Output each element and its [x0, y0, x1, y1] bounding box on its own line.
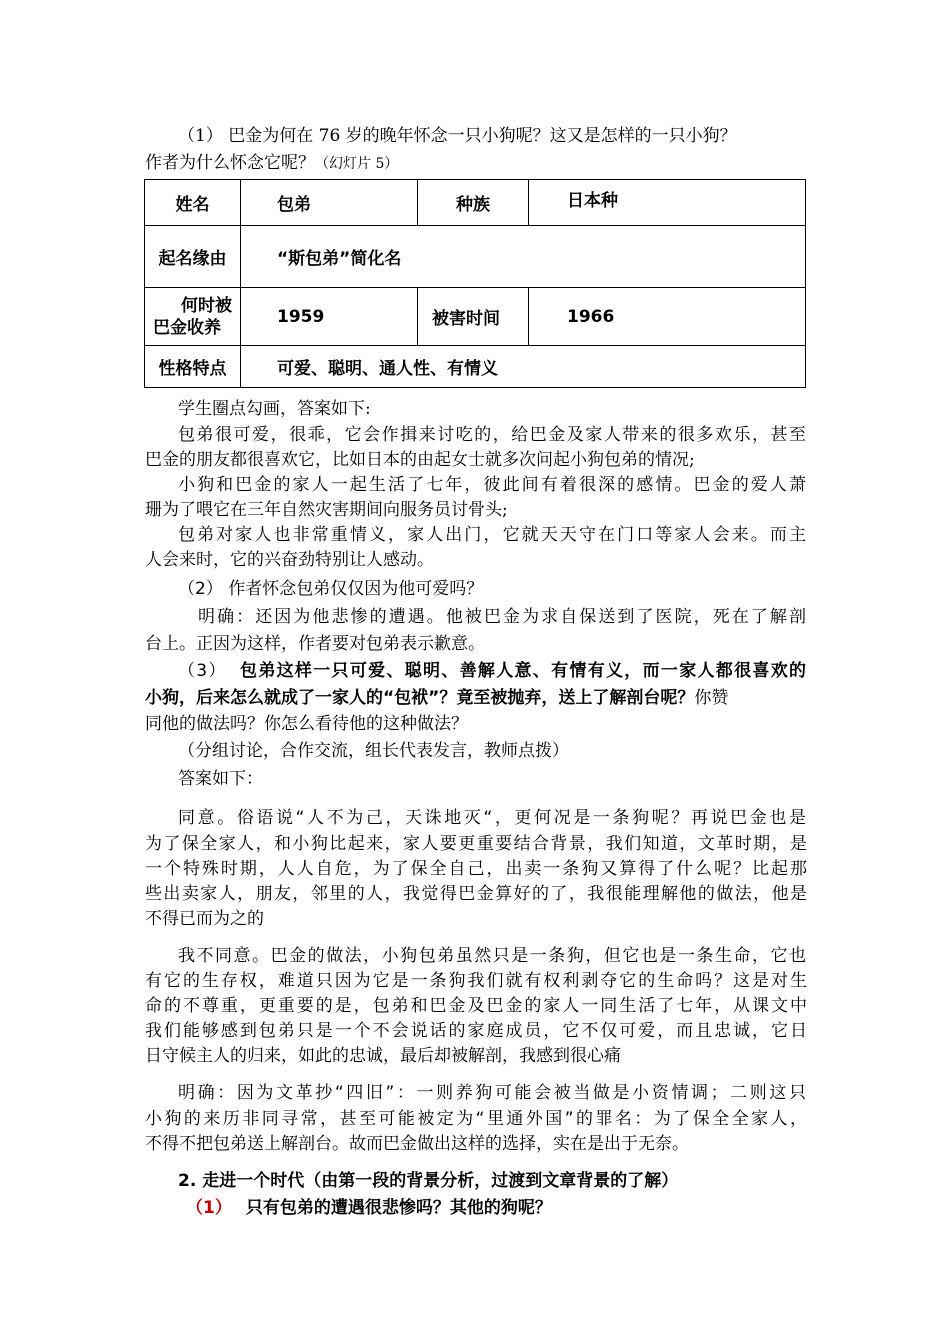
trait-label: 性格特点: [145, 346, 241, 388]
q3-discuss-note: （分组讨论，合作交流，组长代表发言，教师点拨）: [178, 741, 569, 761]
q2-answer-line1: 明确：还因为他悲惨的遭遇。他被巴金为求自保送到了医院，死在了解剖: [198, 607, 806, 627]
agree-line3: 一个特殊时期，人人自危，为了保全自己，出卖一条狗又算得了什么呢？比起那: [145, 859, 807, 879]
q2-question: （2） 作者怀念包弟仅仅因为他可爱吗？: [178, 579, 484, 599]
q3-answer-intro: 答案如下：: [178, 769, 263, 789]
section2-sub-text: 只有包弟的遭遇很悲惨吗？其他的狗呢？: [245, 1198, 552, 1218]
q1-question-text: 作者为什么怀念它呢？: [145, 153, 315, 173]
table-row: [145, 346, 806, 388]
trait-value: 可爱、聪明、通人性、有情义: [241, 346, 806, 388]
adopt-label-line1: 何时被: [181, 295, 232, 316]
q3-line2: [145, 686, 807, 710]
name-value: 包弟: [241, 180, 418, 226]
agree-line4: 些出卖家人，朋友，邻里的人，我觉得巴金算好的了，我很能理解他的做法，他是: [145, 884, 807, 904]
killed-label: 被害时间: [418, 288, 529, 346]
breed-label: 种族: [418, 180, 529, 226]
agree-line1: 同意。俗语说“人不为己，天诛地灭“，更何况是一条狗呢？再说巴金也是: [178, 808, 806, 828]
disagree-line5: 日守候主人的归来，如此的忠诚，最后却被解剖，我感到很心痛: [145, 1046, 621, 1066]
origin-value: “斯包弟”简化名: [241, 226, 806, 288]
disagree-line3: 命的不尊重，更重要的是，包弟和巴金及巴金的家人一同生活了七年，从课文中: [145, 996, 807, 1016]
q3-normal-line2: 你赞: [694, 688, 729, 708]
adopt-value: 1959: [241, 288, 418, 346]
disagree-line2: 有它的生存权，难道只因为它是一条狗我们就有权利剥夺它的生命吗？这是对生: [145, 971, 807, 991]
q3-number: （3）: [178, 661, 227, 681]
answer1-p1-line1: 包弟很可爱，很乖，它会作揖来讨吃的，给巴金及家人带来的很多欢乐，甚至: [178, 425, 806, 445]
answer1-p1-line2: 巴金的朋友都很喜欢它，比如日本的由起女士就多次问起小狗包弟的情况;: [145, 450, 695, 470]
clarify-line3: 不得不把包弟送上解剖台。故而巴金做出这样的选择，实在是出于无奈。: [145, 1134, 689, 1154]
answer1-p2-line1: 小狗和巴金的家人一起生活了七年，彼此间有着很深的感情。巴金的爱人萧: [178, 475, 806, 495]
slide-reference: （幻灯片 5）: [315, 156, 399, 172]
section2-sub-number: （1）: [186, 1198, 232, 1218]
q3-line1: [178, 659, 806, 683]
section2-heading: 2. 走进一个时代（由第一段的背景分析，过渡到文章背景的了解）: [178, 1171, 679, 1191]
q2-answer-line2: 台上。正因为这样，作者要对包弟表示歉意。: [145, 634, 485, 654]
killed-value: 1966: [529, 288, 806, 346]
q3-line3: 同他的做法吗？你怎么看待他的这种做法？: [145, 714, 468, 734]
answer1-intro: 学生圈点勾画，答案如下:: [178, 399, 371, 419]
dog-info-table: [144, 179, 806, 388]
adopt-label-line2: 巴金收养: [153, 317, 221, 338]
agree-line2: 为了保全家人，和小狗比起来，家人要更重要结合背景，我们知道，文革时期，是: [145, 834, 807, 854]
name-label: 姓名: [145, 180, 241, 226]
q3-bold-line2: 小狗，后来怎么就成了一家人的“包袱”？竟至被抛弃，送上了解剖台呢？: [145, 688, 695, 708]
q1-line1: （1） 巴金为何在 76 岁的晚年怀念一只小狗呢？这又是怎样的一只小狗？: [178, 126, 737, 146]
origin-label: 起名缘由: [145, 226, 241, 288]
q3-bold-line1: 包弟这样一只可爱、聪明、善解人意、有情有义，而一家人都很喜欢的: [238, 661, 806, 681]
clarify-line1: 明确：因为文革抄“四旧”：一则养狗可能会被当做是小资情调；二则这只: [178, 1083, 806, 1103]
disagree-line4: 我们能够感到包弟只是一个不会说话的家庭成员，它不仅可爱，而且忠诚，它日: [145, 1021, 807, 1041]
q1-line2: [145, 151, 807, 176]
disagree-line1: 我不同意。巴金的做法，小狗包弟虽然只是一条狗，但它也是一条生命，它也: [178, 946, 806, 966]
agree-line5: 不得已而为之的: [145, 909, 264, 929]
table-row: [145, 226, 806, 288]
breed-value: 日本种: [529, 180, 806, 226]
adopt-label: [145, 288, 241, 346]
answer1-p2-line2: 珊为了喂它在三年自然灾害期间向服务员讨骨头;: [145, 500, 508, 520]
section2-sub-question: [186, 1196, 848, 1220]
clarify-line2: 小狗的来历非同寻常，甚至可能被定为“里通外国”的罪名：为了保全全家人，: [145, 1109, 807, 1129]
table-row: [145, 288, 806, 346]
answer1-p3-line1: 包弟对家人也非常重情义，家人出门，它就天天守在门口等家人会来。而主: [178, 525, 806, 545]
table-row: [145, 180, 806, 226]
answer1-p3-line2: 人会来时，它的兴奋劲特别让人感动。: [145, 550, 434, 570]
